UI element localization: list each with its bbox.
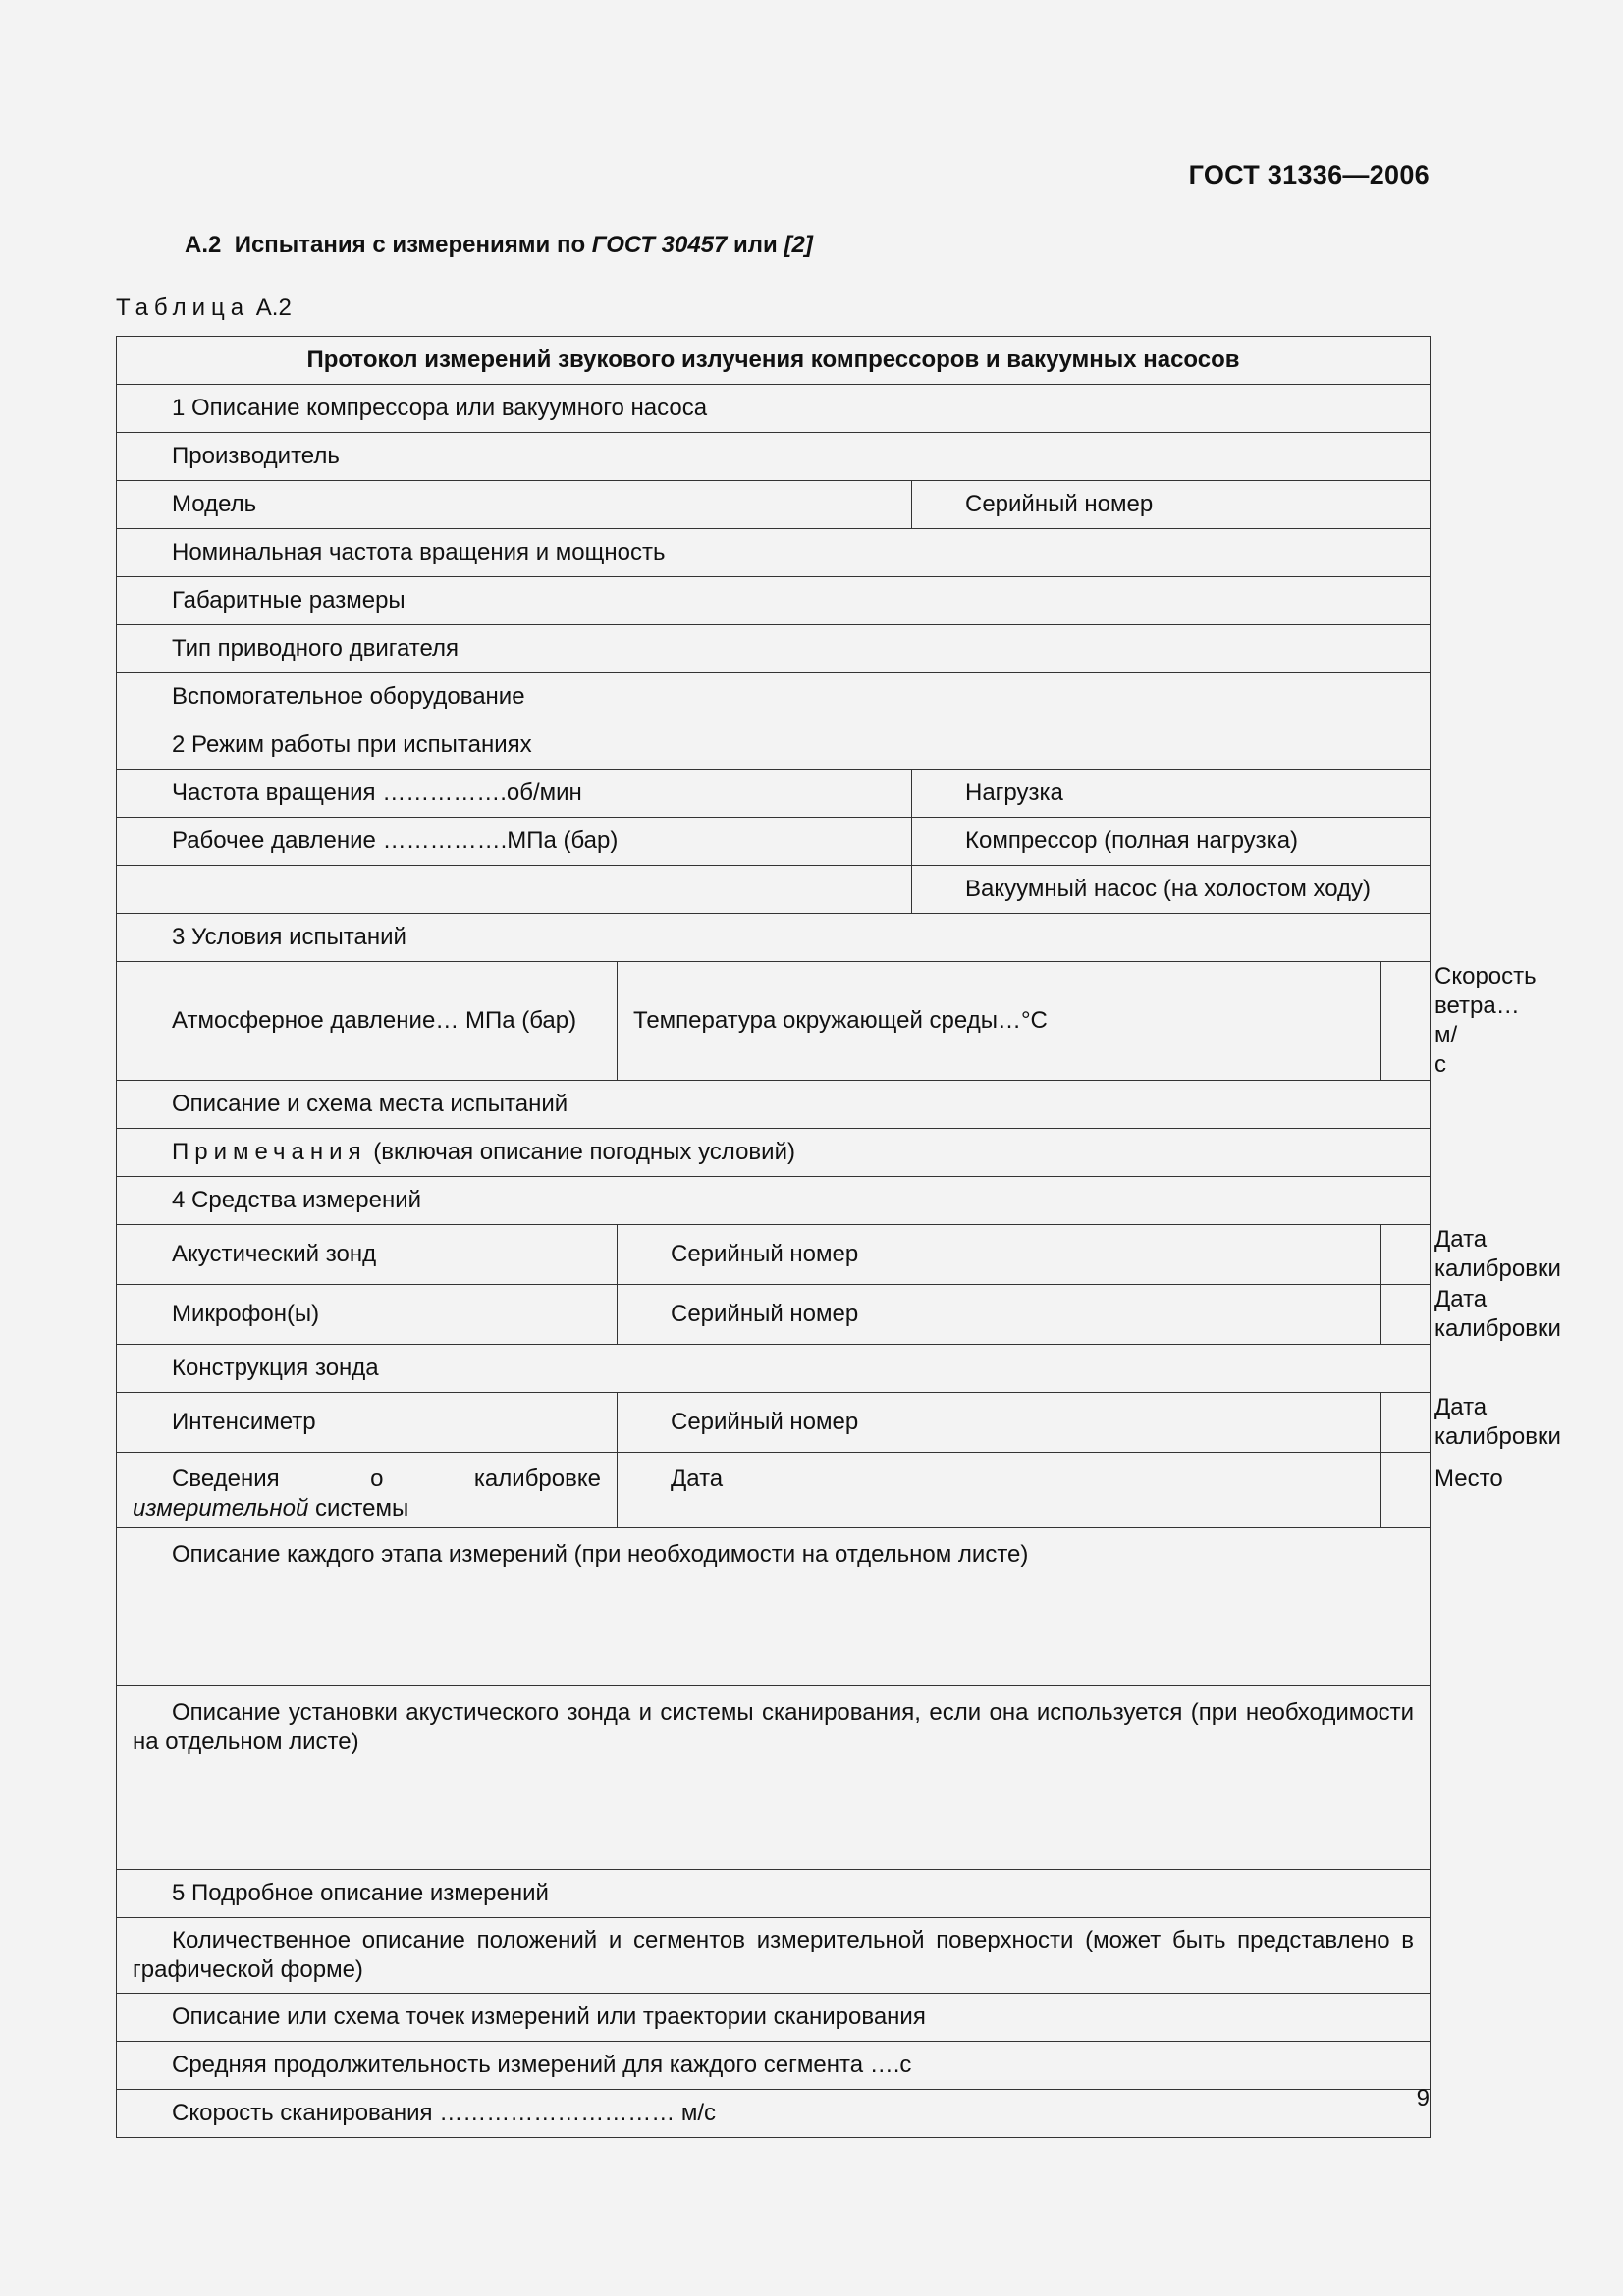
compressor-load-field: Компрессор (полная нагрузка) — [912, 818, 1431, 866]
section-number: А.2 — [185, 232, 222, 258]
points-description-field: Описание или схема точек измерений или траектории сканирования — [117, 1994, 1431, 2042]
table-row — [117, 818, 1431, 866]
section-ref-gost: ГОСТ 30457 — [591, 232, 728, 258]
manufacturer-field: Производитель — [117, 433, 1431, 481]
calibration-info-line1: Сведения о калибровке — [172, 1466, 601, 1492]
vacuum-load-field: Вакуумный насос (на холостом ходу) — [912, 866, 1431, 914]
scan-setup-text: Описание установки акустического зонда и системы сканирования, если она используется (при необходимости на отдельном листе) — [133, 1699, 1414, 1755]
surface-description-field — [117, 1918, 1431, 1994]
section1-heading: 1 Описание компрессора или вакуумного насоса — [117, 385, 1431, 433]
table-row — [117, 673, 1431, 721]
document-code: ГОСТ 31336—2006 — [1188, 160, 1430, 189]
table-row — [117, 337, 1431, 385]
table-row — [117, 2090, 1431, 2138]
table-row — [117, 1994, 1431, 2042]
scan-speed-field: Скорость сканирования ………………………… м/с — [117, 2090, 1431, 2138]
table-row — [117, 1129, 1431, 1177]
intensimeter-field: Интенсиметр — [117, 1393, 618, 1453]
surface-description-text: Количественное описание положений и сегментов измерительной поверхности (может быть представлено в графической форме) — [133, 1927, 1414, 1983]
table-row — [117, 577, 1431, 625]
calibration-date-field: Дата — [618, 1453, 1381, 1528]
mic-serial-field: Серийный номер — [618, 1285, 1381, 1345]
avg-duration-field: Средняя продолжительность измерений для каждого сегмента ….с — [117, 2042, 1431, 2090]
intensimeter-serial-field: Серийный номер — [618, 1393, 1381, 1453]
temperature-field: Температура окружающей среды…°С — [618, 962, 1381, 1081]
table-row — [117, 433, 1431, 481]
calibration-info-end: системы — [315, 1495, 409, 1522]
calibration-place-field: Место — [1381, 1453, 1431, 1528]
table-row — [117, 529, 1431, 577]
microphones-field: Микрофон(ы) — [117, 1285, 618, 1345]
section-conj: или — [733, 232, 778, 258]
load-field: Нагрузка — [912, 770, 1431, 818]
probe-serial-field: Серийный номер — [618, 1225, 1381, 1285]
pressure-field: Рабочее давление …………….МПа (бар) — [117, 818, 912, 866]
table-row — [117, 385, 1431, 433]
table-caption-word: Таблица — [116, 294, 250, 321]
acoustic-probe-field: Акустический зонд — [117, 1225, 618, 1285]
section-ref-bib: [2] — [784, 232, 813, 258]
intensimeter-cal-date-field: Дата калибровки — [1381, 1393, 1431, 1453]
probe-cal-date-field: Дата калибровки — [1381, 1225, 1431, 1285]
serial-number-field: Серийный номер — [912, 481, 1431, 529]
mic-cal-date-field: Дата калибровки — [1381, 1285, 1431, 1345]
stages-description-field: Описание каждого этапа измерений (при необходимости на отдельном листе) — [117, 1528, 1431, 1686]
table-title: Протокол измерений звукового излучения компрессоров и вакуумных насосов — [117, 337, 1431, 385]
section2-heading: 2 Режим работы при испытаниях — [117, 721, 1431, 770]
note-word: Примечания — [172, 1139, 367, 1165]
empty-cell — [117, 866, 912, 914]
table-row — [117, 1081, 1431, 1129]
calibration-info-italic: измерительной — [133, 1495, 309, 1522]
scan-setup-field — [117, 1686, 1431, 1870]
table-row — [117, 1225, 1431, 1285]
model-field: Модель — [117, 481, 912, 529]
probe-design-field: Конструкция зонда — [117, 1345, 1431, 1393]
table-row — [117, 1453, 1431, 1528]
table-row — [117, 866, 1431, 914]
motor-type-field: Тип приводного двигателя — [117, 625, 1431, 673]
atm-pressure-field: Атмосферное давление… МПа (бар) — [117, 962, 618, 1081]
table-row — [117, 914, 1431, 962]
section-heading — [185, 232, 813, 259]
table-row — [117, 1870, 1431, 1918]
section3-heading: 3 Условия испытаний — [117, 914, 1431, 962]
table-row — [117, 1918, 1431, 1994]
site-description-field: Описание и схема места испытаний — [117, 1081, 1431, 1129]
table-row — [117, 2042, 1431, 2090]
speed-power-field: Номинальная частота вращения и мощность — [117, 529, 1431, 577]
section4-heading: 4 Средства измерений — [117, 1177, 1431, 1225]
note-text: (включая описание погодных условий) — [373, 1139, 795, 1165]
dimensions-field: Габаритные размеры — [117, 577, 1431, 625]
table-row — [117, 1345, 1431, 1393]
rotation-field: Частота вращения …………….об/мин — [117, 770, 912, 818]
table-row — [117, 721, 1431, 770]
wind-speed-field: Скорость ветра…м/с — [1381, 962, 1431, 1081]
table-row — [117, 1285, 1431, 1345]
note-field — [117, 1129, 1431, 1177]
table-row — [117, 770, 1431, 818]
table-row — [117, 962, 1431, 1081]
table-row — [117, 1177, 1431, 1225]
table-caption — [116, 294, 292, 322]
table-row — [117, 625, 1431, 673]
calibration-info-line2 — [133, 1494, 601, 1523]
table-row — [117, 1393, 1431, 1453]
table-caption-number: А.2 — [255, 294, 292, 321]
page-number: 9 — [1416, 2085, 1430, 2111]
table-row — [117, 1528, 1431, 1686]
table-row — [117, 1686, 1431, 1870]
aux-equipment-field: Вспомогательное оборудование — [117, 673, 1431, 721]
protocol-table — [116, 336, 1561, 2138]
table-row — [117, 481, 1431, 529]
section-title: Испытания с измерениями по — [234, 232, 586, 258]
section5-heading: 5 Подробное описание измерений — [117, 1870, 1431, 1918]
calibration-info-field — [117, 1453, 618, 1528]
